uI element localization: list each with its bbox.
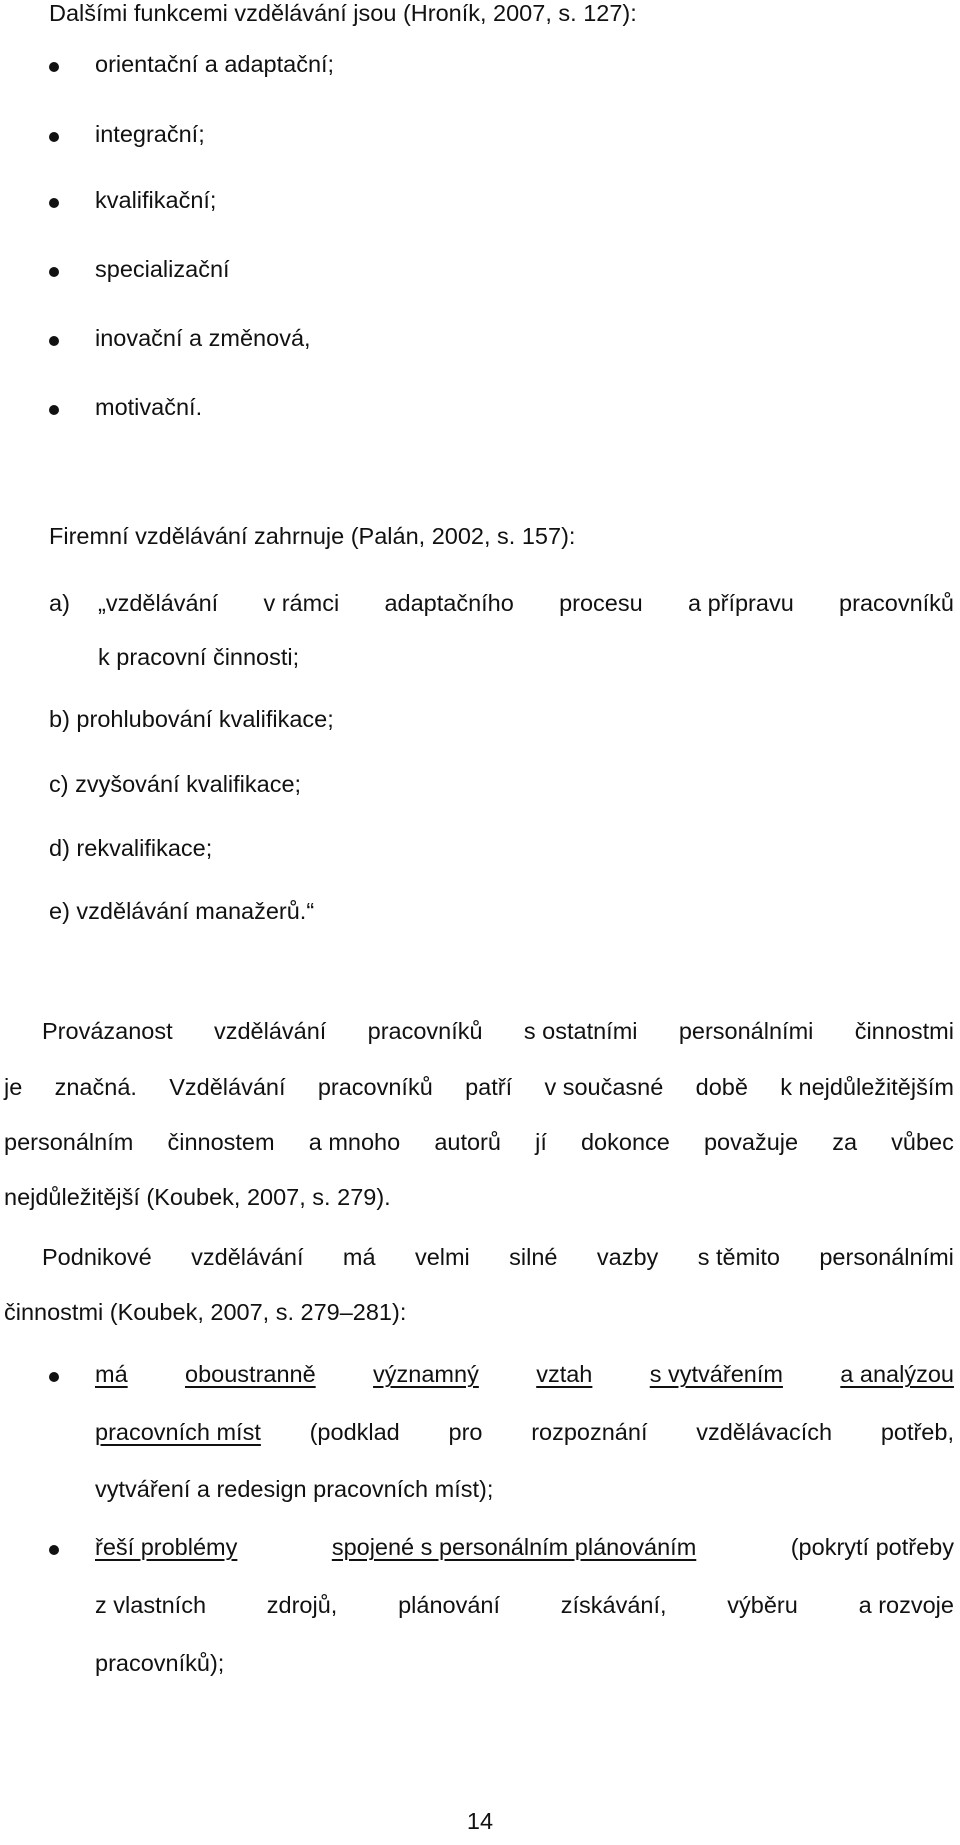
word: Vzdělávání (169, 1074, 286, 1100)
word: potřeb, (880, 1419, 954, 1445)
word: vzdělávacích (696, 1419, 833, 1445)
bullet-line: pracovníků); (95, 1650, 225, 1676)
word: pracovníků (317, 1074, 433, 1100)
bullet-icon (49, 1545, 59, 1555)
word: výběru (727, 1592, 798, 1618)
word: a přípravu (687, 590, 794, 616)
bullet-icon (49, 132, 59, 142)
list-item: inovační a změnová, (95, 325, 311, 351)
word: z vlastních (95, 1592, 207, 1618)
word: (podklad (309, 1419, 400, 1445)
word: době (695, 1074, 748, 1100)
list-item-b: b) prohlubování kvalifikace; (49, 706, 334, 732)
word: značná. (54, 1074, 137, 1100)
word: dokonce (580, 1129, 670, 1155)
list-marker: a) (49, 590, 70, 616)
para-line (4, 1074, 954, 1101)
bullet-line (95, 1419, 954, 1446)
word: v rámci (263, 590, 340, 616)
underlined-phrase: pracovních míst (95, 1419, 261, 1445)
phrase: (pokrytí potřeby (790, 1534, 954, 1560)
word: pro (448, 1419, 483, 1445)
word: autorů (434, 1129, 501, 1155)
word: za (832, 1129, 858, 1155)
word: s těmito (697, 1244, 780, 1270)
bullet-line (95, 1592, 954, 1619)
list-item-c: c) zvyšování kvalifikace; (49, 771, 302, 797)
bullet-icon (49, 267, 59, 277)
word: procesu (559, 590, 643, 616)
word: pracovníků (367, 1018, 483, 1044)
word: vzdělávání (213, 1018, 327, 1044)
bullet-icon (49, 198, 59, 208)
list-item: kvalifikační; (95, 187, 217, 213)
word: s vytvářením (649, 1361, 783, 1387)
word: „vzdělávání (98, 590, 219, 616)
list-item-a (98, 590, 954, 617)
word: Podnikové (42, 1244, 152, 1270)
list-item-d: d) rekvalifikace; (49, 835, 213, 861)
word: rozpoznání (531, 1419, 648, 1445)
list-item: orientační a adaptační; (95, 51, 335, 77)
word: v současné (544, 1074, 664, 1100)
para-line: činnostmi (Koubek, 2007, s. 279–281): (4, 1299, 407, 1325)
word: adaptačního (384, 590, 514, 616)
bullet-icon (49, 405, 59, 415)
word: oboustranně (185, 1361, 316, 1387)
word: silné (509, 1244, 558, 1270)
para-line (42, 1244, 954, 1271)
word: má (95, 1361, 128, 1387)
word: patří (465, 1074, 513, 1100)
word: a rozvoje (858, 1592, 954, 1618)
bullet-line: vytváření a redesign pracovních míst); (95, 1476, 494, 1502)
word: velmi (414, 1244, 470, 1270)
bullet-line (95, 1361, 954, 1388)
word: jí (535, 1129, 547, 1155)
word: má (342, 1244, 376, 1270)
word: a mnoho (308, 1129, 401, 1155)
bullet-icon (49, 1372, 59, 1382)
word: vůbec (891, 1129, 954, 1155)
list-item-e: e) vzdělávání manažerů.“ (49, 898, 315, 924)
word: personálními (819, 1244, 954, 1270)
word: Provázanost (42, 1018, 173, 1044)
word: s ostatními (523, 1018, 638, 1044)
word: personálním (4, 1129, 134, 1155)
intro-functions: Dalšími funkcemi vzdělávání jsou (Hroník, 2007, s. 127): (49, 0, 637, 26)
underlined-phrase: řeší problémy (95, 1534, 238, 1560)
list-item: integrační; (95, 121, 205, 147)
bullet-icon (49, 336, 59, 346)
list-item: specializační (95, 256, 230, 282)
word: činnostem (167, 1129, 275, 1155)
word: významný (373, 1361, 479, 1387)
intro-company: Firemní vzdělávání zahrnuje (Palán, 2002, s. 157): (49, 523, 576, 549)
word: považuje (703, 1129, 799, 1155)
underlined-phrase: spojené s personálním plánováním (331, 1534, 697, 1560)
list-item-a-cont: k pracovní činnosti; (98, 644, 300, 670)
word: je (4, 1074, 23, 1100)
list-item: motivační. (95, 394, 203, 420)
page-number: 14 (466, 1808, 494, 1834)
word: činnostmi (854, 1018, 954, 1044)
word: plánování (398, 1592, 500, 1618)
bullet-line (95, 1534, 954, 1561)
word: k nejdůležitějším (780, 1074, 954, 1100)
word: získávání, (560, 1592, 667, 1618)
word: zdrojů, (266, 1592, 338, 1618)
para-line: nejdůležitější (Koubek, 2007, s. 279). (4, 1184, 391, 1210)
word: vztah (536, 1361, 593, 1387)
word: personálními (678, 1018, 814, 1044)
word: vazby (596, 1244, 659, 1270)
word: a analýzou (840, 1361, 954, 1387)
bullet-icon (49, 62, 59, 72)
para-line (42, 1018, 954, 1045)
para-line (4, 1129, 954, 1156)
word: pracovníků (839, 590, 954, 616)
word: vzdělávání (191, 1244, 304, 1270)
